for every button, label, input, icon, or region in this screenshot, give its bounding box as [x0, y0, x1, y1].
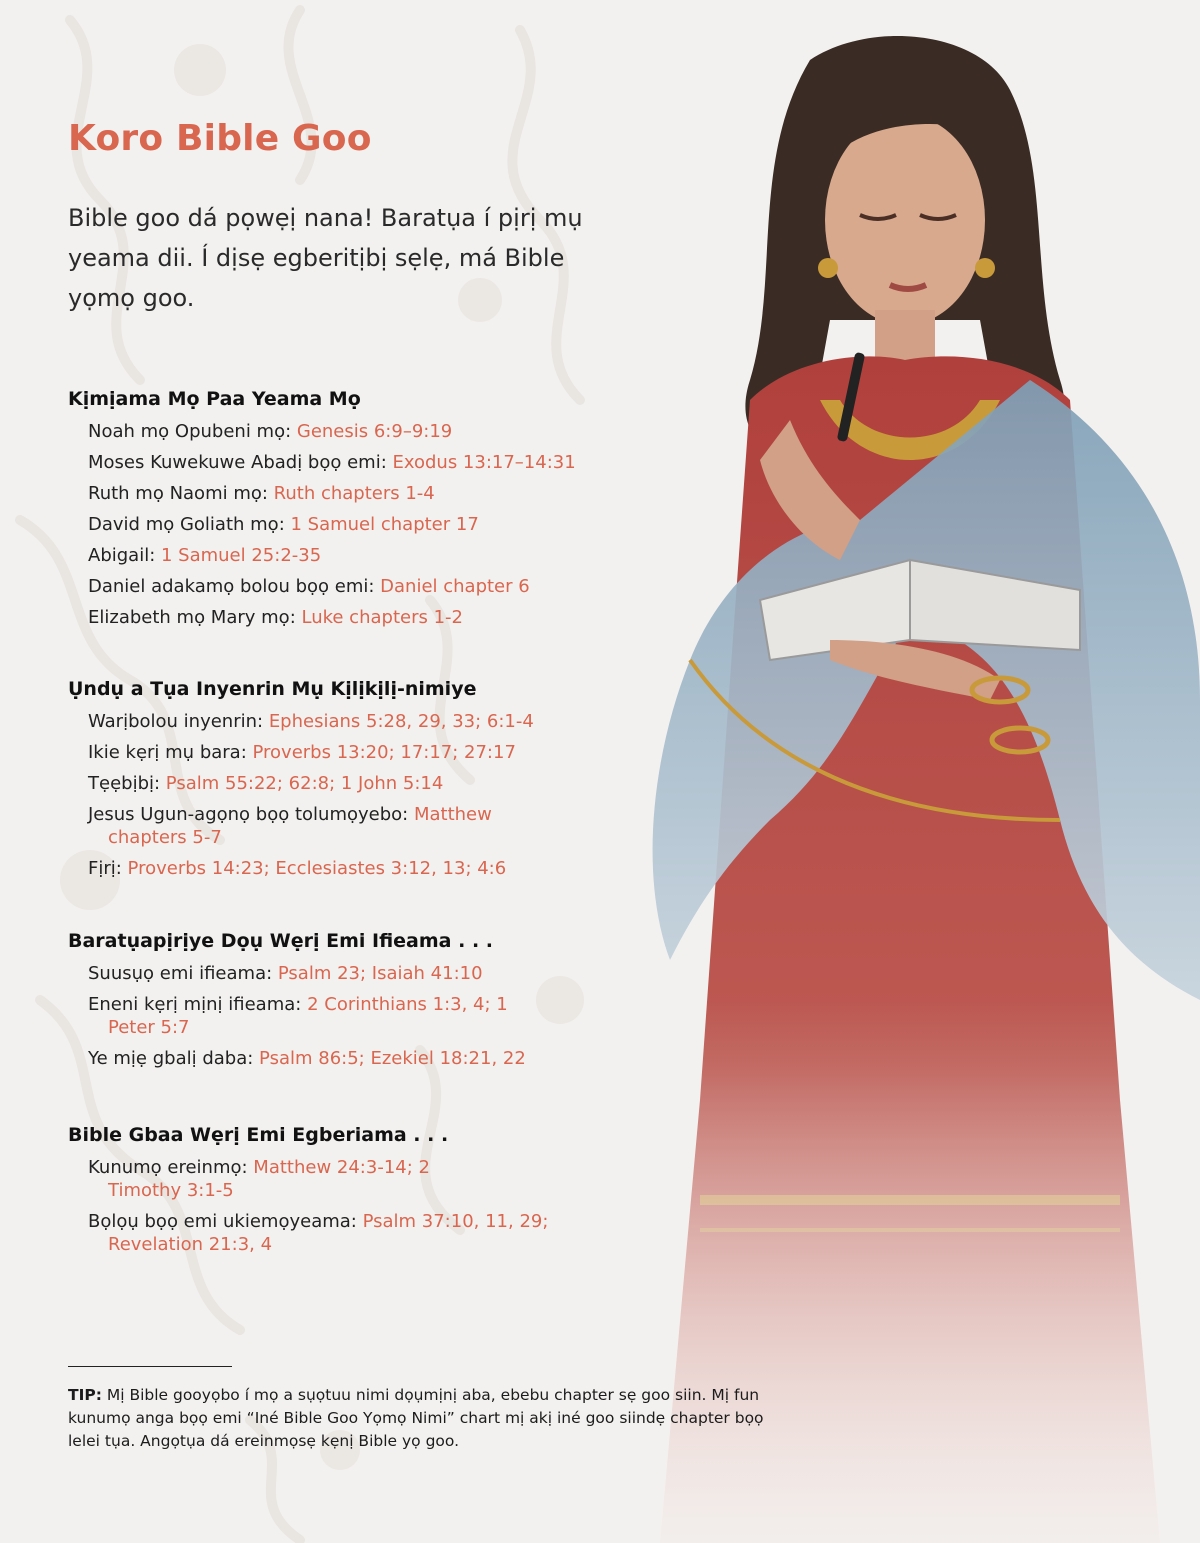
scripture-reference: Genesis 6:9–9:19 — [296, 421, 453, 442]
list-item — [88, 1156, 448, 1202]
item-label: Eneni kẹrị mịnị ifieama: — [88, 994, 308, 1015]
section-heading: Baratụapịrịye Dọụ Wẹrị Emi Ifieama . . . — [68, 930, 493, 952]
item-label: Abigail: — [88, 545, 161, 566]
section-stories — [68, 388, 628, 637]
scripture-reference: Luke chapters 1-2 — [301, 607, 463, 628]
item-label: Ikie kẹrị mụ bara: — [88, 742, 253, 763]
list-item — [88, 482, 628, 505]
item-label: Tẹẹbịbị: — [88, 773, 166, 794]
tip-label: TIP: — [68, 1386, 102, 1404]
section-family-life — [68, 678, 628, 888]
list-item — [88, 962, 628, 985]
list-item — [88, 993, 518, 1039]
list-item — [88, 803, 528, 849]
list-item — [88, 544, 628, 567]
scripture-reference: 2 Corinthians 1:3, 4; 1 Peter 5:7 — [108, 994, 508, 1038]
scripture-reference: Psalm 23; Isaiah 41:10 — [277, 963, 483, 984]
scripture-reference: Matthew chapters 5-7 — [108, 804, 492, 848]
scripture-reference: 1 Samuel 25:2-35 — [160, 545, 322, 566]
section-comfort — [68, 930, 628, 1078]
item-label: Jesus Ugun-agọnọ bọọ tolumọyebo: — [88, 804, 414, 825]
intro-paragraph: Bible goo dá pọwẹị nana! Baratụa í pịrị mụ yeama dii. Í dịsẹ egberitịbị sẹlẹ, má Bible yọmọ goo. — [68, 204, 583, 312]
item-label: Suusụọ emi ifieama: — [88, 963, 278, 984]
item-label: Bọlọụ bọọ emi ukiemọyeama: — [88, 1211, 363, 1232]
list-item — [88, 575, 628, 598]
scripture-reference: Matthew 24:3-14; 2 Timothy 3:1-5 — [108, 1157, 430, 1201]
tip-divider — [68, 1366, 232, 1367]
list-item — [88, 606, 628, 629]
section-heading: Kịmịama Mọ Paa Yeama Mọ — [68, 388, 361, 410]
scripture-reference: Proverbs 13:20; 17:17; 27:17 — [252, 742, 516, 763]
section-heading: Bible Gbaa Wẹrị Emi Egberiama . . . — [68, 1124, 449, 1146]
scripture-reference: Daniel chapter 6 — [380, 576, 530, 597]
item-label: Noah mọ Opubeni mọ: — [88, 421, 297, 442]
item-label: Ruth mọ Naomi mọ: — [88, 483, 274, 504]
tip-note — [68, 1384, 768, 1453]
scripture-reference: Psalm 37:10, 11, 29; Revelation 21:3, 4 — [108, 1211, 549, 1255]
list-item — [88, 710, 628, 733]
list-item — [88, 772, 628, 795]
scripture-reference: 1 Samuel chapter 17 — [290, 514, 479, 535]
item-label: Moses Kuwekuwe Abadị bọọ emi: — [88, 452, 393, 473]
list-item — [88, 1210, 568, 1256]
scripture-reference: Ephesians 5:28, 29, 33; 6:1-4 — [268, 711, 534, 732]
item-label: Ye mịẹ gbalị daba: — [88, 1048, 260, 1069]
list-item — [88, 741, 628, 764]
item-label: Warịbolou inyenrin: — [88, 711, 269, 732]
tip-text: Mị Bible gooyọbo í mọ a sụọtuu nimi dọụmịnị aba, ebebu chapter sẹ goo siin. Mị fun kunumọ anga bọọ emi “Iné Bible Goo Yọmọ Nimi” chart mị akị iné goo siindẹ chapter bọọ lelei tụa. Angọtụa dá ereinmọsẹ kẹnị Bible yọ goo. — [68, 1386, 764, 1450]
item-label: Elizabeth mọ Mary mọ: — [88, 607, 302, 628]
item-label: Kunumọ ereinmọ: — [88, 1157, 254, 1178]
woman-reading-bible-illustration — [560, 0, 1200, 1543]
section-bible-teaching — [68, 1124, 628, 1264]
item-label: David mọ Goliath mọ: — [88, 514, 291, 535]
section-heading: Ụndụ a Tụa Inyenrin Mụ Kịlịkịlị-nimiye — [68, 678, 477, 700]
scripture-reference: Psalm 86:5; Ezekiel 18:21, 22 — [259, 1048, 526, 1069]
list-item — [88, 857, 628, 880]
list-item — [88, 513, 628, 536]
item-label: Daniel adakamọ bolou bọọ emi: — [88, 576, 381, 597]
list-item — [88, 451, 628, 474]
scripture-reference: Ruth chapters 1-4 — [273, 483, 435, 504]
list-item — [88, 1047, 628, 1070]
list-item — [88, 420, 628, 443]
item-label: Fịrị: — [88, 858, 128, 879]
scripture-reference: Exodus 13:17–14:31 — [392, 452, 576, 473]
page-title: Koro Bible Goo — [68, 118, 372, 159]
scripture-reference: Psalm 55:22; 62:8; 1 John 5:14 — [165, 773, 444, 794]
scripture-reference: Proverbs 14:23; Ecclesiastes 3:12, 13; 4:6 — [127, 858, 507, 879]
